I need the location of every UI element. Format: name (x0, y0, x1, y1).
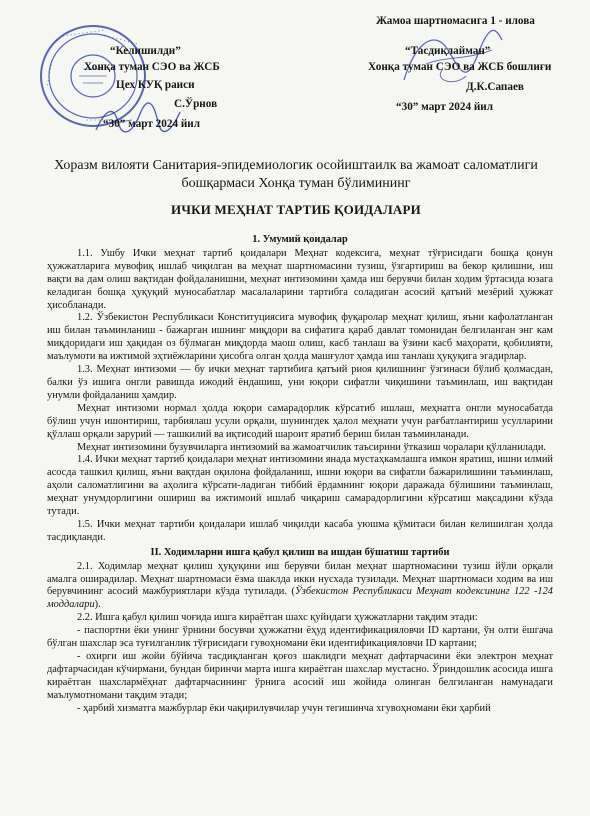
approved-label: “Тасдиқлайман” (405, 45, 491, 57)
left-name: С.Ўрнов (174, 98, 218, 110)
left-date: “30” март 2024 йил (103, 118, 201, 130)
document-body (47, 232, 553, 716)
svg-text:· · · · · ·: · · · · · · (86, 118, 109, 124)
list-item: - охирги иш жойи бўйича тасдиқланган қоғоз шаклидги меҳнат дафтарчасини ёки электрон меҳнат дафтарчасидан кўчирмани, бундан биринчи марта ишга кираётган шахслар мустасно. Ўриндошлик асосида ишга кираётган шахслармӗҳнат дафтарчасининг ўрнига асосий иш жойида олинган белгиланган намунадаги маълумотномани тақдим этади; (47, 651, 553, 701)
list-item: - ҳарбий хизматга мажбурлар ёки чақирилувчилар учун тегишинча хгувоҳномани ёки ҳарбий (77, 702, 491, 714)
paragraph: 2.1. Ходимлар меҳнат қилиш ҳуқуқини иш берувчи билан меҳнат шартномасини тузиш йўли орқали амалга оширадилар. Меҳнат шартномаси ёзма шаклда икки нусхада тузилади. Меҳнат шартномаси ходим ва иш берувчининг асосий мажбуриятлари кўзда тутилади. (Ўзбекистон Республикаси Меҳнат кодексининг 122 -124 моддалари). (47, 560, 554, 611)
document-title: ИЧКИ МЕҲНАТ ТАРТИБ ҚОИДАЛАРИ (171, 202, 421, 217)
organization-title: Хоразм вилояти Санитария-эпидемиологик осойиштаилк ва жамоат саломатлиги бошқармаси Хонқа туман бўлимининг (54, 158, 538, 191)
svg-text:· · · · · · · · ·: · · · · · · · · · (103, 33, 138, 48)
paragraph: 1.4. Ички меҳнат тартиб қоидалари меҳнат интизомини янада мустаҳкамлашга имкон яратиш, ишни илмий асосда ташкил қилиш, яъни вақтдан оқилона фойдаланиш, ишни юқори ва сифатли бажарилишини таъминлаш, аҳоли саломатлигини ва аҳолига кўрсати-ладиган тиббий ёрдамнинг юқори даражада бўлишини таъминлаш, меҳнат унумдорлигини ошириш ва ижтимоий ишлаб чиқариш самарадорлигини кўрсатиш мақсадини кўзда тутади. (47, 454, 553, 518)
svg-text:· · · · · · · · · · ·: · · · · · · · · · · · (61, 28, 105, 40)
svg-text:· · · · · · ·: · · · · · · · (45, 59, 56, 87)
paragraph: 1.2. Ўзбекистон Республикаси Конституциясига мувофиқ фуқаролар меҳнат қилиш, яъни кафолатланган иш билан таъминланиш - бажарган ишнинг миқдори ва сифатига қараб давлат томонидан белгиланган энг кам миқдоридаги иш ҳақидан оз бўлмаган миқдорда маош олиш, касб танлаш ва ўзини касб маҳорати, қобилияти, маълумоти ва ижтимой эҳтиёжларини ҳисобга олган ҳолда машғулот ҳамда иш танлаш ҳуқуқига эгадирлар. (47, 312, 553, 363)
paragraph: 2.2. Ишга қабул қилиш чоғида ишга кираётган шахс қуйидаги ҳужжатларни тақдим этади: (77, 612, 478, 624)
paragraph: 1.1. Ушбу Ички меҳнат тартиб қоидалари Меҳнат кодексига, меҳнат тўғрисидаги бошқа қонун ҳужжатларига мувофиқ ишлаб чиқилган ва меҳнат шартномасини тузиш, ўзгартириш ва бекор қилишни, иш вақти ва дам олиш вақтидан фойдаланишни, меҳнат интизомини ҳамда иш берувчи билан ходим ўртасида юзага келадиган бошқа ҳуқуқий муносабатлар масалаларини тартибга соладиган асосий қатъий мезёрий ҳужжат ҳисобланади. (47, 247, 553, 311)
right-org: Хонқа туман СЭО ва ЖСБ бошлиғи (368, 61, 552, 73)
right-name: Д.К.Сапаев (466, 81, 524, 93)
right-date: “30” март 2024 йил (396, 101, 494, 113)
paragraph: Меҳнат интизоми нормал ҳолда юқори самарадорлик кўрсатиб ишлаш, меҳнатга онгли муносабатда бўлиш учун ишонтириш, тарбиялаш усули орқали, шунингдек ҳалол меҳнати учун рағбатлантириш усулларини қўллаш орқали зарурий — ташкилий ва иқтисодий шароит яратиб бериш билан таъминланади. (47, 402, 553, 440)
section-heading: II. Ходимларни ишга қабул қилиш ва ишдан бўшатиш тартиби (150, 546, 450, 558)
agreed-label: “Келишилди” (110, 45, 181, 57)
left-role: Цех КУҚ раиси (116, 79, 195, 91)
paragraph: Меҳнат интизомини бузувчиларга интизомий ва жамоатчилик таъсирини ўтказиш чоралари қўлланилади. (77, 441, 547, 453)
left-org: Хонқа туман СЭО ва ЖСБ (84, 61, 220, 73)
section-heading: 1. Умумий қоидалар (252, 234, 348, 245)
paragraph: 1.5. Ички меҳнат тартиби қоидалари ишлаб чиқилди касаба уюшма қўмитаси билан келишилган ҳолда тасдиқланди. (47, 518, 553, 543)
attachment-label: Жамоа шартномасига 1 - илова (376, 15, 535, 27)
paragraph: 1.3. Меҳнат интизоми — бу ички меҳнат тартибига қатъий риоя қилишнинг ўзгинаси бўлиб қолмасдан, балки ўз ишига онгли равишда ижодий ёндашиш, уни юқори сифатли чиқишини таъминлаш, иш вақтидан унумли фойдаланиш ҳамдир. (47, 364, 553, 401)
list-item: - паспортни ёки унинг ўрнини босувчи ҳужжатни ёҳуд идентификацияловчи ID картани, ўн олти ёшгача бўлган шахслар эса туғилганлик тўғрисидаги гувоҳномани ёки идентификацияловчи ID картани; (47, 625, 553, 650)
